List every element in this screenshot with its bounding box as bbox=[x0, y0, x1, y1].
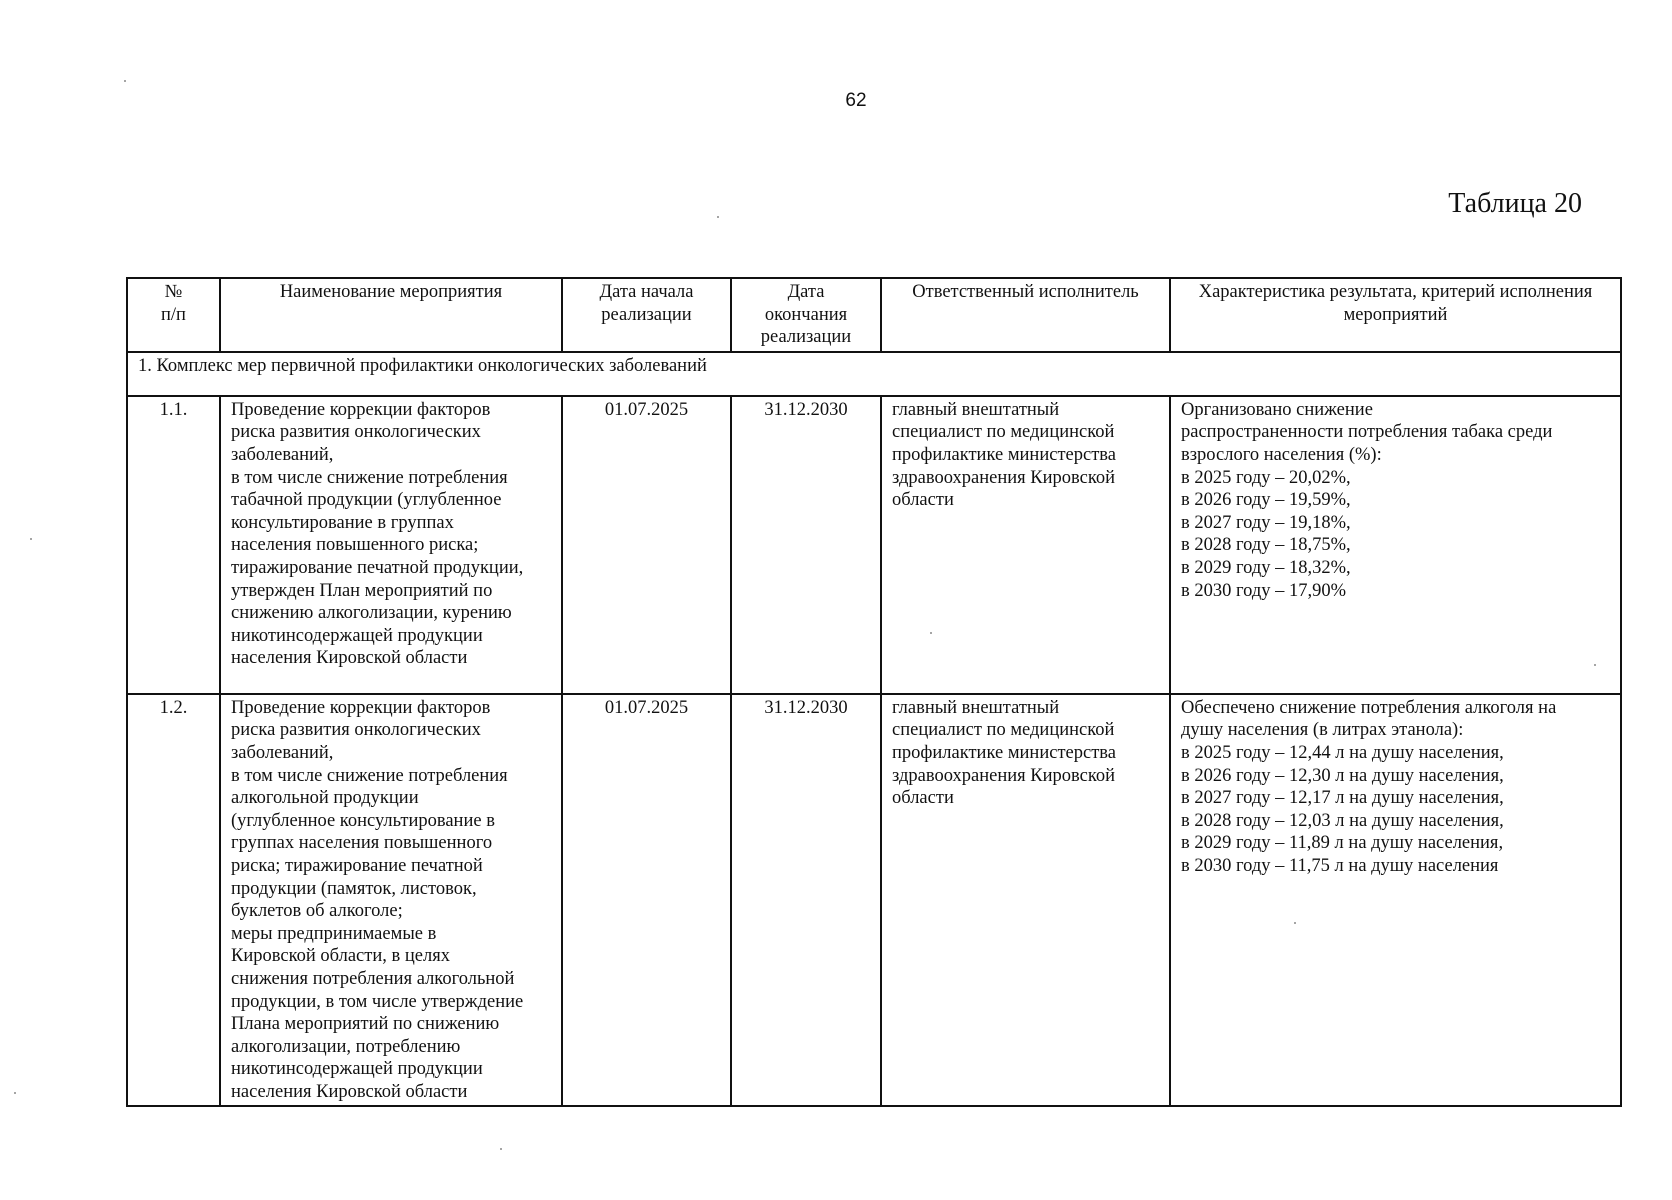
end-date: 31.12.2030 bbox=[731, 694, 881, 1107]
header-start-date: Дата начала реализации bbox=[562, 278, 731, 352]
row-number: 1.1. bbox=[127, 396, 220, 694]
scan-speck bbox=[14, 1092, 16, 1094]
scan-speck bbox=[717, 216, 719, 218]
row-number: 1.2. bbox=[127, 694, 220, 1107]
activity-name: Проведение коррекции факторов риска развития онкологических заболеваний, в том числе снижение потребления алкогольной продукции (углубленное консультирование в группах населения повышенного риска; тиражирование печатной продукции (памяток, листовок, буклетов об алкоголе; меры предпринимаемые в Кировской области, в целях снижения потребления алкогольной продукции, в том числе утверждение Плана мероприятий по снижению алкоголизации, потреблению никотинсодержащей продукции населения Кировской области bbox=[220, 694, 562, 1107]
scan-speck bbox=[1594, 664, 1596, 666]
result-criteria: Обеспечено снижение потребления алкоголя на душу населения (в литрах этанола): в 2025 году – 12,44 л на душу населения, в 2026 году – 12,30 л на душу населения, в 2027 году – 12,17 л на душу населения, в 2028 году – 12,03 л на душу населения, в 2029 году – 11,89 л на душу населения, в 2030 году – 11,75 л на душу населения bbox=[1170, 694, 1621, 1107]
page-number: 62 bbox=[845, 90, 867, 111]
header-end-date: Дата окончания реализации bbox=[731, 278, 881, 352]
activity-name: Проведение коррекции факторов риска развития онкологических заболеваний, в том числе снижение потребления табачной продукции (углубленное консультирование в группах населения повышенного риска; тиражирование печатной продукции, утвержден План мероприятий по снижению алкоголизации, курению никотинсодержащей продукции населения Кировской области bbox=[220, 396, 562, 694]
scan-speck bbox=[500, 1148, 502, 1150]
section-row bbox=[127, 352, 1621, 396]
result-criteria: Организовано снижение распространенности потребления табака среди взрослого населения (%): в 2025 году – 20,02%, в 2026 году – 19,59%, в 2027 году – 19,18%, в 2028 году – 18,75%, в 2029 году – 18,32%, в 2030 году – 17,90% bbox=[1170, 396, 1621, 694]
header-num: № п/п bbox=[127, 278, 220, 352]
table-row bbox=[127, 396, 1621, 694]
executor: главный внештатный специалист по медицинской профилактике министерства здравоохранения Кировской области bbox=[881, 396, 1170, 694]
start-date: 01.07.2025 bbox=[562, 694, 731, 1107]
table-row bbox=[127, 694, 1621, 1107]
activities-table bbox=[126, 277, 1622, 1107]
header-result: Характеристика результата, критерий исполнения мероприятий bbox=[1170, 278, 1621, 352]
header-executor: Ответственный исполнитель bbox=[881, 278, 1170, 352]
table-caption: Таблица 20 bbox=[1448, 188, 1582, 219]
scan-speck bbox=[124, 80, 126, 82]
scan-speck bbox=[1294, 922, 1296, 924]
header-row bbox=[127, 278, 1621, 352]
executor: главный внештатный специалист по медицинской профилактике министерства здравоохранения Кировской области bbox=[881, 694, 1170, 1107]
end-date: 31.12.2030 bbox=[731, 396, 881, 694]
scan-speck bbox=[930, 632, 932, 634]
header-name: Наименование мероприятия bbox=[220, 278, 562, 352]
section-title: 1. Комплекс мер первичной профилактики онкологических заболеваний bbox=[127, 352, 1621, 396]
start-date: 01.07.2025 bbox=[562, 396, 731, 694]
scan-speck bbox=[30, 538, 32, 540]
